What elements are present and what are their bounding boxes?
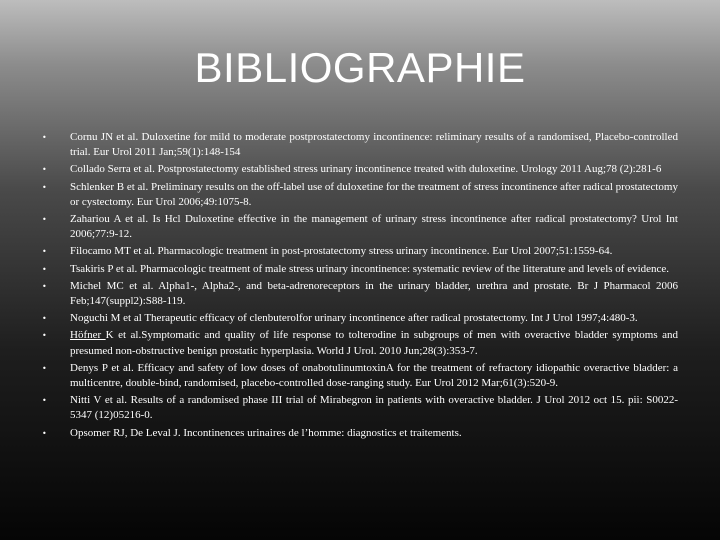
reference-text: Denys P et al. Efficacy and safety of low doses of onabotulinumtoxinA for the treatment of refractory idiopathic overactive bladder: a multicentre, double-bind, randomised, placebo-controlled dose-ranging study. Eur Urol 2012 Mar;61(3):520-9.	[70, 361, 678, 390]
bullet-icon: •	[42, 363, 47, 373]
reference-item	[42, 393, 678, 423]
bullet-icon: •	[42, 314, 47, 324]
reference-list	[42, 130, 678, 443]
bullet-icon: •	[42, 281, 47, 291]
bullet-icon: •	[42, 182, 47, 192]
reference-text: Nitti V et al. Results of a randomised phase III trial of Mirabegron in patients with overactive bladder. J Urol 2012 oct 15. pii: S0022-5347 (12)05216-0.	[70, 394, 678, 422]
bullet-icon: •	[42, 247, 47, 257]
reference-text: Collado Serra et al. Postprostatectomy established stress urinary incontinence treated with duloxetine. Urology 2011 Aug;78 (2):281-6	[70, 163, 662, 176]
reference-text: Cornu JN et al. Duloxetine for mild to moderate postprostatectomy incontinence: reliminary results of a randomised, Placebo-controlled trial. Eur Urol 2011 Jan;59(1):148-154	[70, 131, 678, 159]
reference-item	[42, 262, 678, 277]
reference-item	[42, 279, 678, 309]
reference-item	[42, 311, 678, 326]
reference-item	[42, 361, 678, 391]
reference-text: Tsakiris P et al. Pharmacologic treatment of male stress urinary incontinence: systematic review of the litterature and levels of evidence.	[70, 262, 670, 275]
bullet-icon: •	[42, 215, 47, 225]
reference-text: Zahariou A et al. Is Hcl Duloxetine effective in the management of urinary stress incontinence after radical prostatectomy? Urol Int 2006;77:9-12.	[70, 213, 678, 241]
bullet-icon: •	[42, 133, 47, 142]
reference-item	[42, 162, 678, 177]
bullet-icon: •	[42, 428, 47, 438]
reference-text: Opsomer RJ, De Leval J. Incontinences urinaires de l’homme: diagnostics et traitements.	[70, 426, 462, 439]
reference-text: Schlenker B et al. Preliminary results on the off-label use of duloxetine for the treatment of stress incontinence after radical prostatectomy or cystectomy. Eur Urol 2006;49:1075-8.	[70, 180, 678, 208]
reference-text: Michel MC et al. Alpha1-, Alpha2-, and beta-adrenoreceptors in the urinary bladder, urethra and prostate. Br J Pharmacol 2006 Feb;147(suppl2):S88-119.	[70, 279, 678, 308]
reference-item	[42, 244, 678, 259]
bullet-icon: •	[42, 264, 47, 274]
reference-item	[42, 426, 678, 441]
reference-text: Noguchi M et al Therapeutic efficacy of clenbuterolfor urinary incontinence after radical prostatectomy. Int J Urol 1997;4:480-3.	[70, 312, 638, 325]
reference-item	[42, 130, 678, 160]
reference-item	[42, 212, 678, 242]
bullet-icon: •	[42, 165, 47, 175]
reference-text: K et al.Symptomatic and quality of life response to tolterodine in subgroups of men with overactive bladder symptoms and presumed non-obstructive benign prostatic hyperplasia. World J Urol. 2010 Jun;28(3):353-7.	[70, 329, 679, 357]
reference-item	[42, 180, 678, 210]
slide-title: BIBLIOGRAPHIE	[194, 44, 526, 91]
reference-item	[42, 328, 678, 358]
bullet-icon: •	[42, 331, 47, 341]
reference-text: Filocamo MT et al. Pharmacologic treatment in post-prostatectomy stress urinary incontinence. Eur Urol 2007;51:1559-64.	[70, 245, 613, 258]
bullet-icon: •	[42, 396, 47, 406]
reference-author-link[interactable]: Höfner	[70, 329, 106, 342]
